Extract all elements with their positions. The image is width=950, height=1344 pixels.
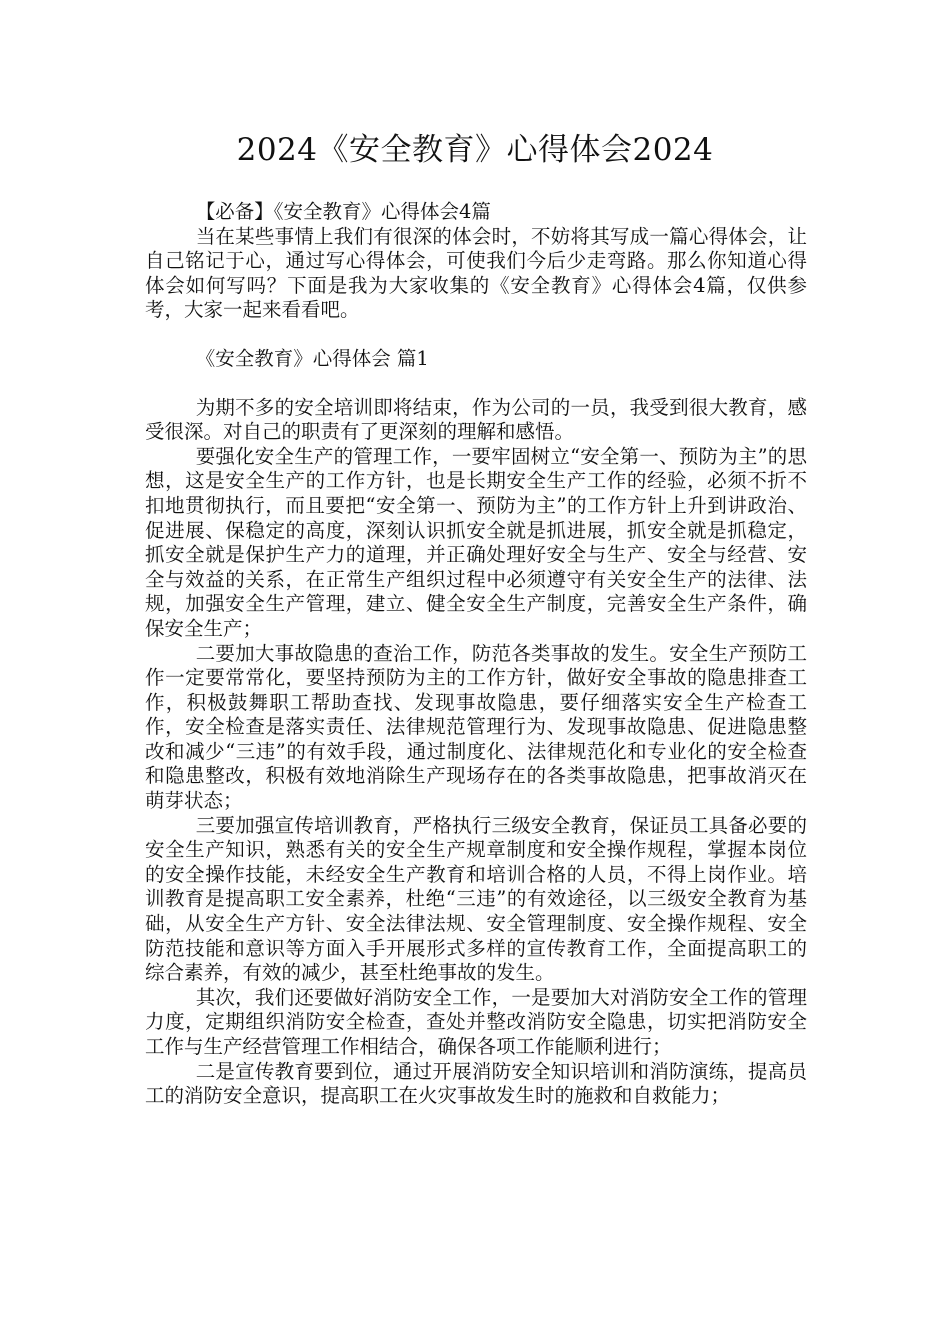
body-paragraph: 二是宣传教育要到位，通过开展消防安全知识培训和消防演练，提高员工的消防安全意识，提高职工在火灾事故发生时的施救和自救能力； [145, 1059, 807, 1108]
body-paragraph: 二要加大事故隐患的查治工作，防范各类事故的发生。安全生产预防工作一定要常常化，要坚持预防为主的工作方针，做好安全事故的隐患排查工作，积极鼓舞职工帮助查找、发现事故隐患，要仔细落实安全生产检查工作，安全检查是落实责任、法律规范管理行为、发现事故隐患、促进隐患整改和减少“三违”的有效手段，通过制度化、法律规范化和专业化的安全检查和隐患整改，积极有效地消除生产现场存在的各类事故隐患，把事故消灭在萌芽状态； [145, 641, 807, 813]
body-paragraph: 为期不多的安全培训即将结束，作为公司的一员，我受到很大教育，感受很深。对自己的职责有了更深刻的理解和感悟。 [145, 395, 807, 444]
body-paragraph: 要强化安全生产的管理工作，一要牢固树立“安全第一、预防为主”的思想，这是安全生产的工作方针，也是长期安全生产工作的经验，必须不折不扣地贯彻执行，而且要把“安全第一、预防为主”的工作方针上升到讲政治、促进展、保稳定的高度，深刻认识抓安全就是抓进展，抓安全就是抓稳定，抓安全就是保护生产力的道理，并正确处理好安全与生产、安全与经营、安全与效益的关系，在正常生产组织过程中必须遵守有关安全生产的法律、法规，加强安全生产管理，建立、健全安全生产制度，完善安全生产条件，确保安全生产； [145, 444, 807, 640]
document-title: 2024《安全教育》心得体会2024 [236, 132, 714, 168]
section-heading: 《安全教育》心得体会 篇1 [195, 346, 429, 370]
intro-heading: 【必备】《安全教育》心得体会4篇 [195, 200, 491, 223]
intro-paragraph: 当在某些事情上我们有很深的体会时，不妨将其写成一篇心得体会，让自己铭记于心，通过写心得体会，可使我们今后少走弯路。那么你知道心得体会如何写吗？下面是我为大家收集的《安全教育》心得体会4篇，仅供参考，大家一起来看看吧。 [145, 224, 807, 322]
body-paragraph: 三要加强宣传培训教育，严格执行三级安全教育，保证员工具备必要的安全生产知识，熟悉有关的安全生产规章制度和安全操作规程，掌握本岗位的安全操作技能，未经安全生产教育和培训合格的人员，不得上岗作业。培训教育是提高职工安全素养，杜绝“三违”的有效途径，以三级安全教育为基础，从安全生产方针、安全法律法规、安全管理制度、安全操作规程、安全防范技能和意识等方面入手开展形式多样的宣传教育工作，全面提高职工的综合素养，有效的减少，甚至杜绝事故的发生。 [145, 813, 807, 985]
document-body [145, 200, 807, 1109]
body-paragraph: 其次，我们还要做好消防安全工作，一是要加大对消防安全工作的管理力度，定期组织消防安全检查，查处并整改消防安全隐患，切实把消防安全工作与生产经营管理工作相结合，确保各项工作能顺利进行； [145, 985, 807, 1058]
